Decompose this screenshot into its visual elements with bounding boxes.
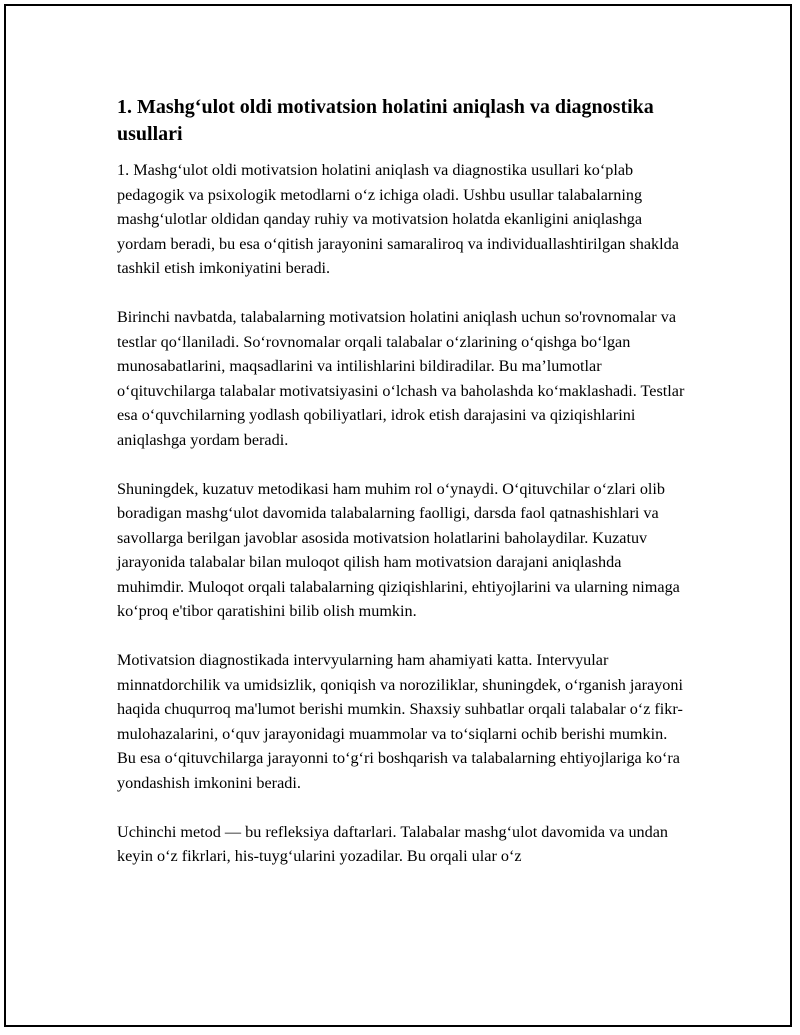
document-heading: 1. Mashg‘ulot oldi motivatsion holatini aniqlash va diagnostika usullari [117,96,654,145]
paragraph-observation: Shuningdek, kuzatuv metodikasi ham muhim rol o‘ynaydi. O‘qituvchilar o‘zlari olib boradigan mashg‘ulot davomida talabalarning faolligi, darsda faol qatnashishlari va savollarga berilgan javoblar asosida motivatsion holatlarini baholaydilar. Kuzatuv jarayonida talabalar bilan muloqot qilish ham motivatsion darajani aniqlashda muhimdir. Muloqot orqali talabalarning qiziqishlarini, ehtiyojlarini va ularning nimaga ko‘proq e'tibor qaratishini bilib olish mumkin. [117,479,680,620]
paragraph-reflection: Uchinchi metod — bu refleksiya daftarlari. Talabalar mashg‘ulot davomida va undan keyin o‘z fikrlari, his-tuyg‘ularini yozadilar. Bu orqali ular o‘z [117,822,669,865]
paragraph-interviews: Motivatsion diagnostikada intervyularning ham ahamiyati katta. Intervyular minnatdorchilik va umidsizlik, qoniqish va noroziliklar, shuningdek, o‘rganish jarayoni haqida chuqurroq ma'lumot berishi mumkin. Shaxsiy suhbatlar orqali talabalar o‘z fikr-mulohazalarini, o‘quv jarayonidagi muammolar va to‘siqlarni ochib berishi mumkin. Bu esa o‘qituvchilarga jarayonni to‘g‘ri boshqarish va talabalarning ehtiyojlariga ko‘ra yondashish imkonini beradi. [117,651,683,792]
paragraph-intro: 1. Mashg‘ulot oldi motivatsion holatini aniqlash va diagnostika usullari ko‘plab pedagogik va psixologik metodlarni o‘z ichiga oladi. Ushbu usullar talabalarning mashg‘ulotlar oldidan qanday ruhiy va motivatsion holatda ekanligini aniqlashga yordam beradi, bu esa o‘qitish jarayonini samaraliroq va individuallashtirilgan shaklda tashkil etish imkoniyatini beradi. [117,161,679,277]
document-body [117,94,687,893]
paragraph-surveys: Birinchi navbatda, talabalarning motivatsion holatini aniqlash uchun so'rovnomalar va testlar qo‘llaniladi. So‘rovnomalar orqali talabalar o‘zlarining o‘qishga bo‘lgan munosabatlarini, maqsadlarini va intilishlarini bildiradilar. Bu ma’lumotlar o‘qituvchilarga talabalar motivatsiyasini o‘lchash va baholashda ko‘maklashadi. Testlar esa o‘quvchilarning yodlash qobiliyatlari, idrok etish darajasini va qiziqishlarini aniqlashga yordam beradi. [117,308,685,449]
